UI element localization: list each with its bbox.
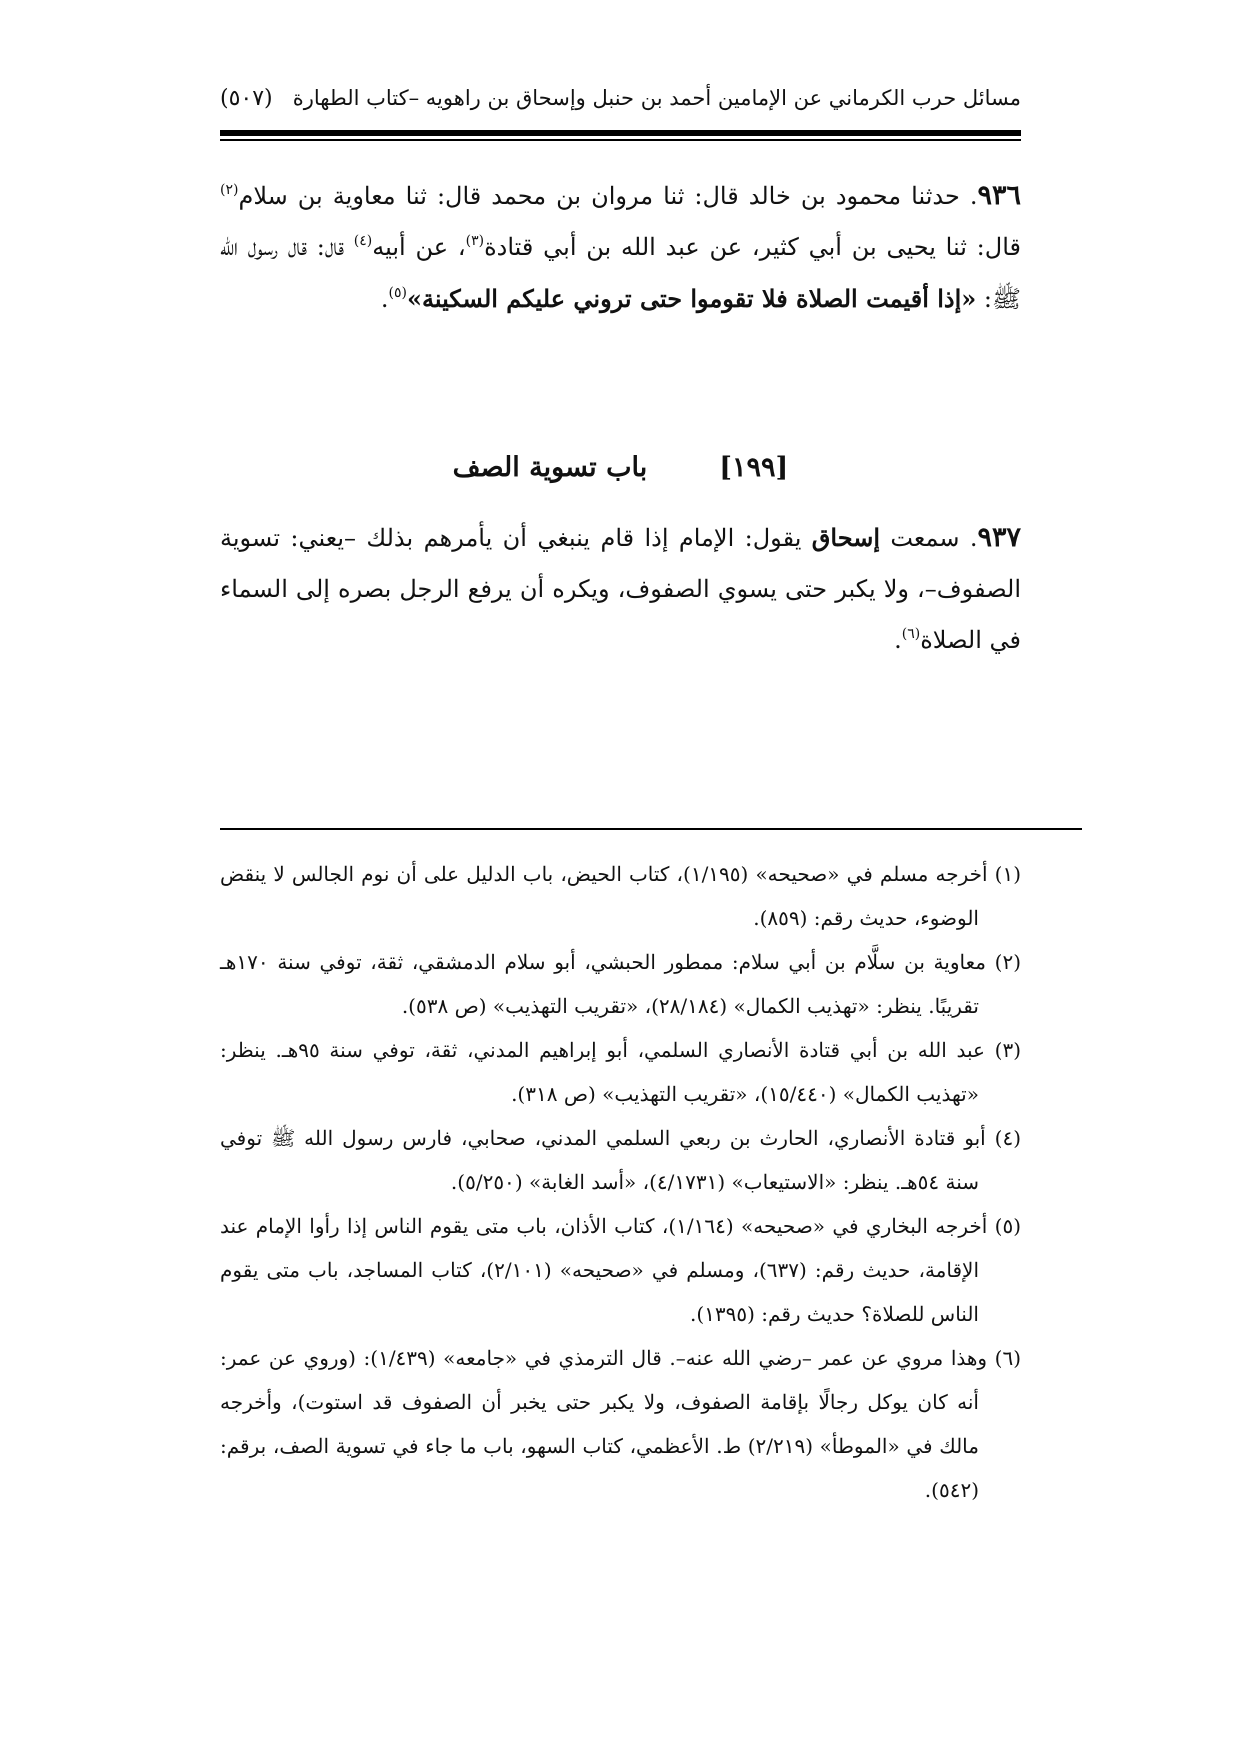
hadith-quote: «إذا أقيمت الصلاة فلا تقوموا حتى تروني عليكم السكينة» xyxy=(406,284,977,313)
header-rule-thin xyxy=(220,139,1021,141)
footnote-ref[interactable]: (٦) xyxy=(901,626,921,642)
hadith-text: . سمعت xyxy=(879,524,978,552)
hadith-text: ، عن أبيه xyxy=(372,233,466,261)
page-number: (٥٠٧) xyxy=(220,86,273,111)
hadith-text: قال: قال رسول الله ﷺ: xyxy=(220,233,1021,313)
footnote-4: (٤) أبو قتادة الأنصاري، الحارث بن ربعي السلمي المدني، صحابي، فارس رسول الله ﷺ توفي سنة ٥٤هـ. ينظر: «الاستيعاب» (٤/١٧٣١)، «أسد الغابة» (٥/٢٥٠). xyxy=(220,1126,1021,1194)
footnote-2: (٢) معاوية بن سلَّام بن أبي سلام: ممطور الحبشي، أبو سلام الدمشقي، ثقة، توفي سنة ١٧٠هـ تقريبًا. ينظر: «تهذيب الكمال» (٢٨/١٨٤)، «تقريب التهذيب» (ص ٥٣٨). xyxy=(220,950,1021,1018)
hadith-number: ٩٣٧ xyxy=(977,522,1022,553)
hadith-number: ٩٣٦ xyxy=(977,180,1021,211)
footnote-5: (٥) أخرجه البخاري في «صحيحه» (١/١٦٤)، كتاب الأذان، باب متى يقوم الناس إذا رأوا الإمام عند الإقامة، حديث رقم: (٦٣٧)، ومسلم في «صحيحه» (٢/١٠١)، كتاب المساجد، باب متى يقوم الناس للصلاة؟ حديث رقم: (١٣٩٥). xyxy=(220,1214,1021,1326)
footnote-1: (١) أخرجه مسلم في «صحيحه» (١/١٩٥)، كتاب الحيض، باب الدليل على أن نوم الجالس لا ينقض الوضوء، حديث رقم: (٨٥٩). xyxy=(220,862,1022,930)
running-header xyxy=(220,86,1021,126)
chapter-heading xyxy=(220,452,1021,483)
chapter-title: باب تسوية الصف xyxy=(452,452,648,483)
chapter-number: [١٩٩] xyxy=(719,452,789,483)
footnote-ref[interactable]: (٢) xyxy=(220,182,239,198)
hadith-text: قال: ثنا يحيى بن أبي كثير، عن عبد الله بن أبي قتادة xyxy=(484,233,1021,261)
punctuation: . xyxy=(380,285,389,313)
hadith-text: يقول: الإمام إذا قام ينبغي أن يأمرهم بذلك –يعني: تسوية الصفوف–، ولا يكبر حتى يسوي الصفوف، ويكره أن يرفع الرجل بصره إلى السماء في الصلاة xyxy=(220,524,1021,654)
hadith-936 xyxy=(220,170,1021,325)
footnote-ref[interactable]: (٣) xyxy=(465,233,485,249)
hadith-937 xyxy=(220,512,1021,666)
footnote-ref[interactable]: (٥) xyxy=(388,285,407,301)
footnote-separator xyxy=(220,828,1082,830)
footnote-3: (٣) عبد الله بن أبي قتادة الأنصاري السلمي، أبو إبراهيم المدني، ثقة، توفي سنة ٩٥هـ. ينظر: «تهذيب الكمال» (١٥/٤٤٠)، «تقريب التهذيب» (ص ٣١٨). xyxy=(220,1038,1021,1106)
footnote-6: (٦) وهذا مروي عن عمر –رضي الله عنه–. قال الترمذي في «جامعه» (١/٤٣٩): (وروي عن عمر: أنه كان يوكل رجالًا بإقامة الصفوف، ولا يكبر حتى يخبر أن الصفوف قد استوت)، وأخرجه مالك في «الموطأ» (٢/٢١٩) ط. الأعظمي، كتاب السهو، باب ما جاء في تسوية الصف، برقم: (٥٤٢). xyxy=(220,1346,1021,1502)
punctuation: . xyxy=(894,626,902,654)
header-rule-thick xyxy=(220,130,1021,136)
footnote-ref[interactable]: (٤) xyxy=(353,233,373,249)
hadith-text: . حدثنا محمود بن خالد قال: ثنا مروان بن محمد قال: ثنا معاوية بن سلام xyxy=(238,182,978,210)
narrator-name: إسحاق xyxy=(811,523,880,552)
header-title: مسائل حرب الكرماني عن الإمامين أحمد بن حنبل وإسحاق بن راهويه –كتاب الطهارة xyxy=(292,86,1021,110)
